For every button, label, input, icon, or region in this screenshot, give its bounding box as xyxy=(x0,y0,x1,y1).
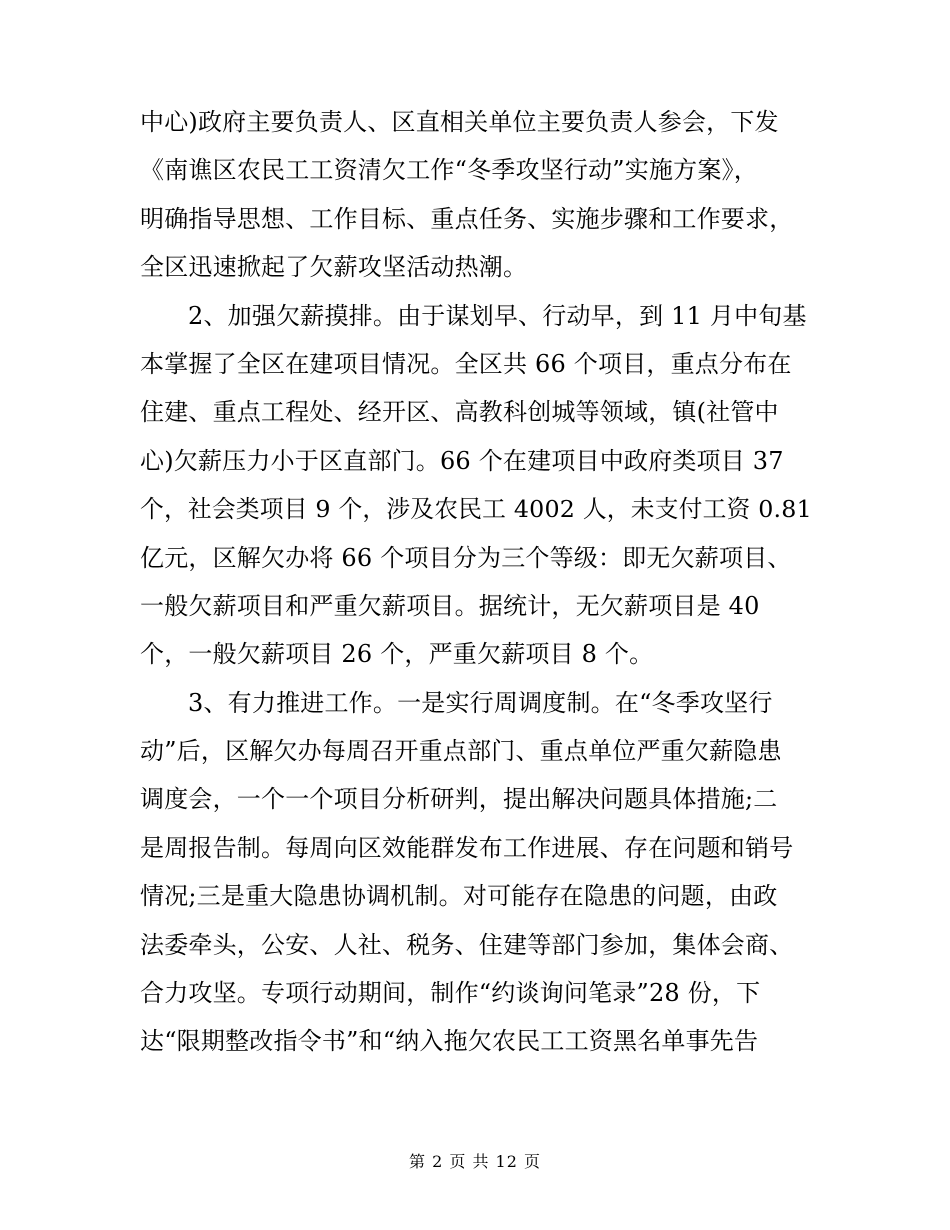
text-line: 法委牵头，公安、人社、税务、住建等部门参加，集体会商、 xyxy=(140,930,794,959)
text-line: 亿元，区解欠办将 66 个项目分为三个等级：即无欠薪项目、 xyxy=(140,543,792,572)
text-line: 情况;三是重大隐患协调机制。对可能存在隐患的问题，由政 xyxy=(140,882,778,911)
text-line: 住建、重点工程处、经开区、高教科创城等领域，镇(社管中 xyxy=(140,398,779,427)
text-line: 中心)政府主要负责人、区直相关单位主要负责人参会，下发 xyxy=(140,108,779,136)
text-line: 一般欠薪项目和严重欠薪项目。据统计，无欠薪项目是 40 xyxy=(140,591,760,620)
text-line: 心)欠薪压力小于区直部门。66 个在建项目中政府类项目 37 xyxy=(140,446,784,475)
text-line: 3、有力推进工作。一是实行周调度制。在“冬季攻坚行 xyxy=(188,688,773,717)
text-line: 是周报告制。每周向区效能群发布工作进展、存在问题和销号 xyxy=(140,833,794,862)
page-footer: 第 2 页 共 12 页 xyxy=(409,1152,541,1171)
text-line: 动”后，区解欠办每周召开重点部门、重点单位严重欠薪隐患 xyxy=(140,737,782,766)
text-line: 达“限期整改指令书”和“纳入拖欠农民工工资黑名单事先告 xyxy=(140,1027,759,1056)
text-line: 个，一般欠薪项目 26 个，严重欠薪项目 8 个。 xyxy=(140,640,654,669)
text-line: 2、加强欠薪摸排。由于谋划早、行动早，到 11 月中旬基 xyxy=(188,301,807,330)
text-line: 本掌握了全区在建项目情况。全区共 66 个项目，重点分布在 xyxy=(140,349,792,378)
text-line: 全区迅速掀起了欠薪攻坚活动热潮。 xyxy=(140,253,528,282)
text-line: 个，社会类项目 9 个，涉及农民工 4002 人，未支付工资 0.81 xyxy=(140,495,812,524)
text-line: 明确指导思想、工作目标、重点任务、实施步骤和工作要求， xyxy=(140,204,794,233)
text-line: 合力攻坚。专项行动期间，制作“约谈询问笔录”28 份，下 xyxy=(140,979,761,1008)
body-text xyxy=(140,98,812,1066)
text-line: 《南谯区农民工工资清欠工作“冬季攻坚行动”实施方案》， xyxy=(140,156,758,185)
text-line: 调度会，一个一个项目分析研判，提出解决问题具体措施;二 xyxy=(140,785,778,814)
